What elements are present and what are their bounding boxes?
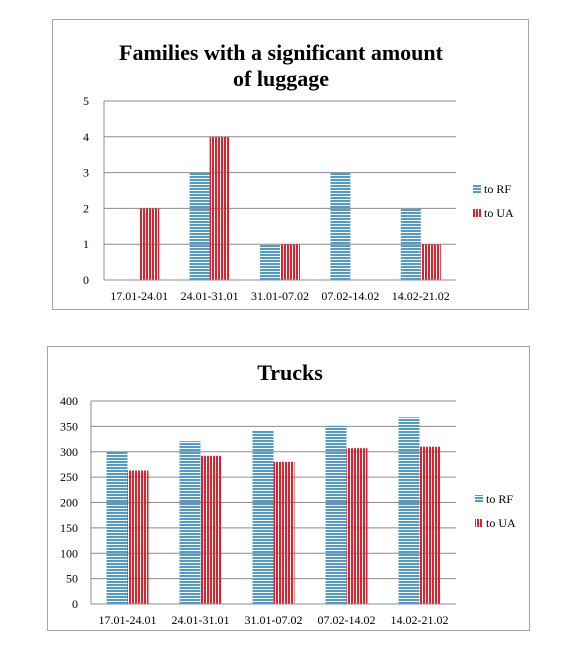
bar-to-rf (330, 173, 350, 280)
y-tick-label: 5 (83, 94, 89, 108)
y-tick-label: 250 (60, 470, 78, 485)
x-tick-label: 17.01-24.01 (110, 289, 169, 303)
y-tick-label: 150 (60, 520, 78, 535)
bar-to-rf (180, 441, 201, 604)
bar-to-rf (326, 426, 347, 604)
y-tick-label: 2 (83, 201, 89, 216)
luggage-families-chart-svg (53, 20, 530, 311)
bar-to-ua (347, 448, 368, 604)
y-tick-label: 50 (66, 571, 78, 586)
legend-label: to RF (484, 182, 512, 196)
legend-swatch (473, 209, 481, 217)
y-tick-label: 400 (60, 394, 78, 408)
y-tick-label: 200 (60, 495, 78, 510)
chart-title: of luggage (233, 66, 329, 91)
bar-to-ua (201, 456, 222, 604)
legend-swatch (473, 185, 481, 193)
bar-to-rf (401, 208, 421, 280)
bar-to-ua (421, 244, 441, 280)
legend-label: to UA (486, 516, 516, 530)
x-tick-label: 31.01-07.02 (244, 613, 303, 627)
x-tick-label: 24.01-31.01 (180, 289, 239, 303)
y-tick-label: 350 (60, 419, 78, 434)
x-tick-label: 07.02-14.02 (317, 613, 376, 627)
y-tick-label: 1 (83, 237, 89, 252)
bar-to-ua (139, 208, 159, 280)
bar-to-rf (107, 452, 128, 604)
bar-to-ua (128, 471, 149, 604)
x-tick-label: 24.01-31.01 (171, 613, 230, 627)
bar-to-ua (420, 447, 441, 604)
x-tick-label: 31.01-07.02 (251, 289, 309, 303)
bar-to-ua (280, 244, 300, 280)
bar-to-ua (210, 137, 230, 280)
chart-title: Families with a significant amount (119, 40, 443, 65)
luggage-families-chart (52, 19, 529, 310)
y-tick-label: 4 (83, 129, 89, 144)
legend-swatch (475, 519, 483, 527)
y-tick-label: 100 (60, 546, 78, 561)
legend-label: to UA (484, 206, 514, 220)
bar-to-rf (253, 430, 274, 604)
y-tick-label: 0 (72, 597, 78, 611)
trucks-chart (47, 346, 530, 631)
bar-to-rf (399, 417, 420, 604)
bar-to-ua (274, 462, 295, 604)
legend-label: to RF (486, 492, 514, 506)
y-tick-label: 300 (60, 444, 78, 459)
bar-to-rf (260, 244, 280, 280)
x-tick-label: 17.01-24.01 (98, 613, 157, 627)
x-tick-label: 14.02-21.02 (391, 289, 450, 303)
x-tick-label: 14.02-21.02 (390, 613, 449, 627)
trucks-chart-svg (48, 347, 531, 632)
bar-to-rf (190, 173, 210, 280)
legend-swatch (475, 495, 483, 503)
y-tick-label: 0 (83, 273, 89, 287)
y-tick-label: 3 (83, 165, 89, 180)
x-tick-label: 07.02-14.02 (321, 289, 380, 303)
chart-title: Trucks (257, 360, 323, 385)
